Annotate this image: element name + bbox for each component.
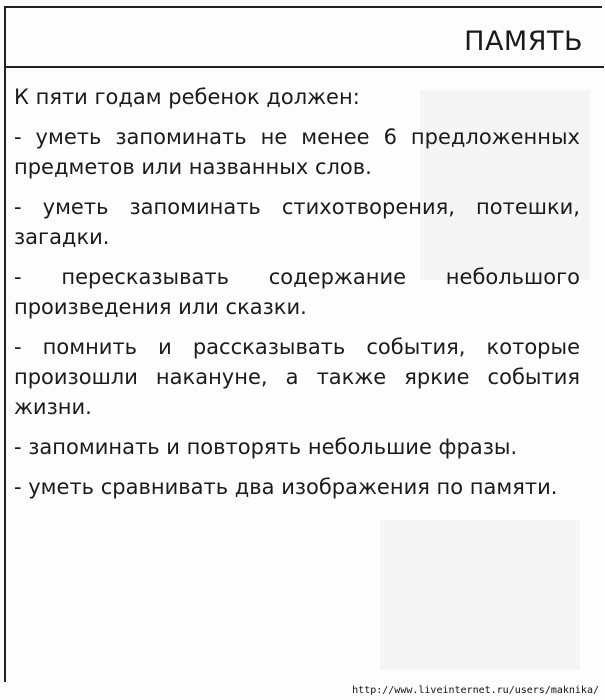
source-url-watermark: http://www.liveinternet.ru/users/maknika/: [352, 685, 599, 696]
background-smudge: [380, 520, 580, 670]
frame-top-line: [4, 6, 602, 8]
list-item: - уметь сравнивать два изображения по памяти.: [14, 475, 558, 499]
list-item: - помнить и рассказывать события, которые произошли накануне, а также яркие события жизни.: [14, 335, 580, 419]
content-body: [14, 82, 580, 512]
intro-text: К пяти годам ребенок должен:: [14, 85, 360, 109]
title-divider: [4, 66, 604, 68]
page-title: ПАМЯТЬ: [464, 26, 583, 57]
list-item: - уметь запоминать не менее 6 предложенных предметов или названных слов.: [14, 125, 580, 179]
list-item: - пересказывать содержание небольшого произведения или сказки.: [14, 265, 580, 319]
list-item: - запоминать и повторять небольшие фразы.: [14, 435, 518, 459]
list-item: - уметь запоминать стихотворения, потешки, загадки.: [14, 195, 580, 249]
frame-left-line: [4, 6, 6, 682]
